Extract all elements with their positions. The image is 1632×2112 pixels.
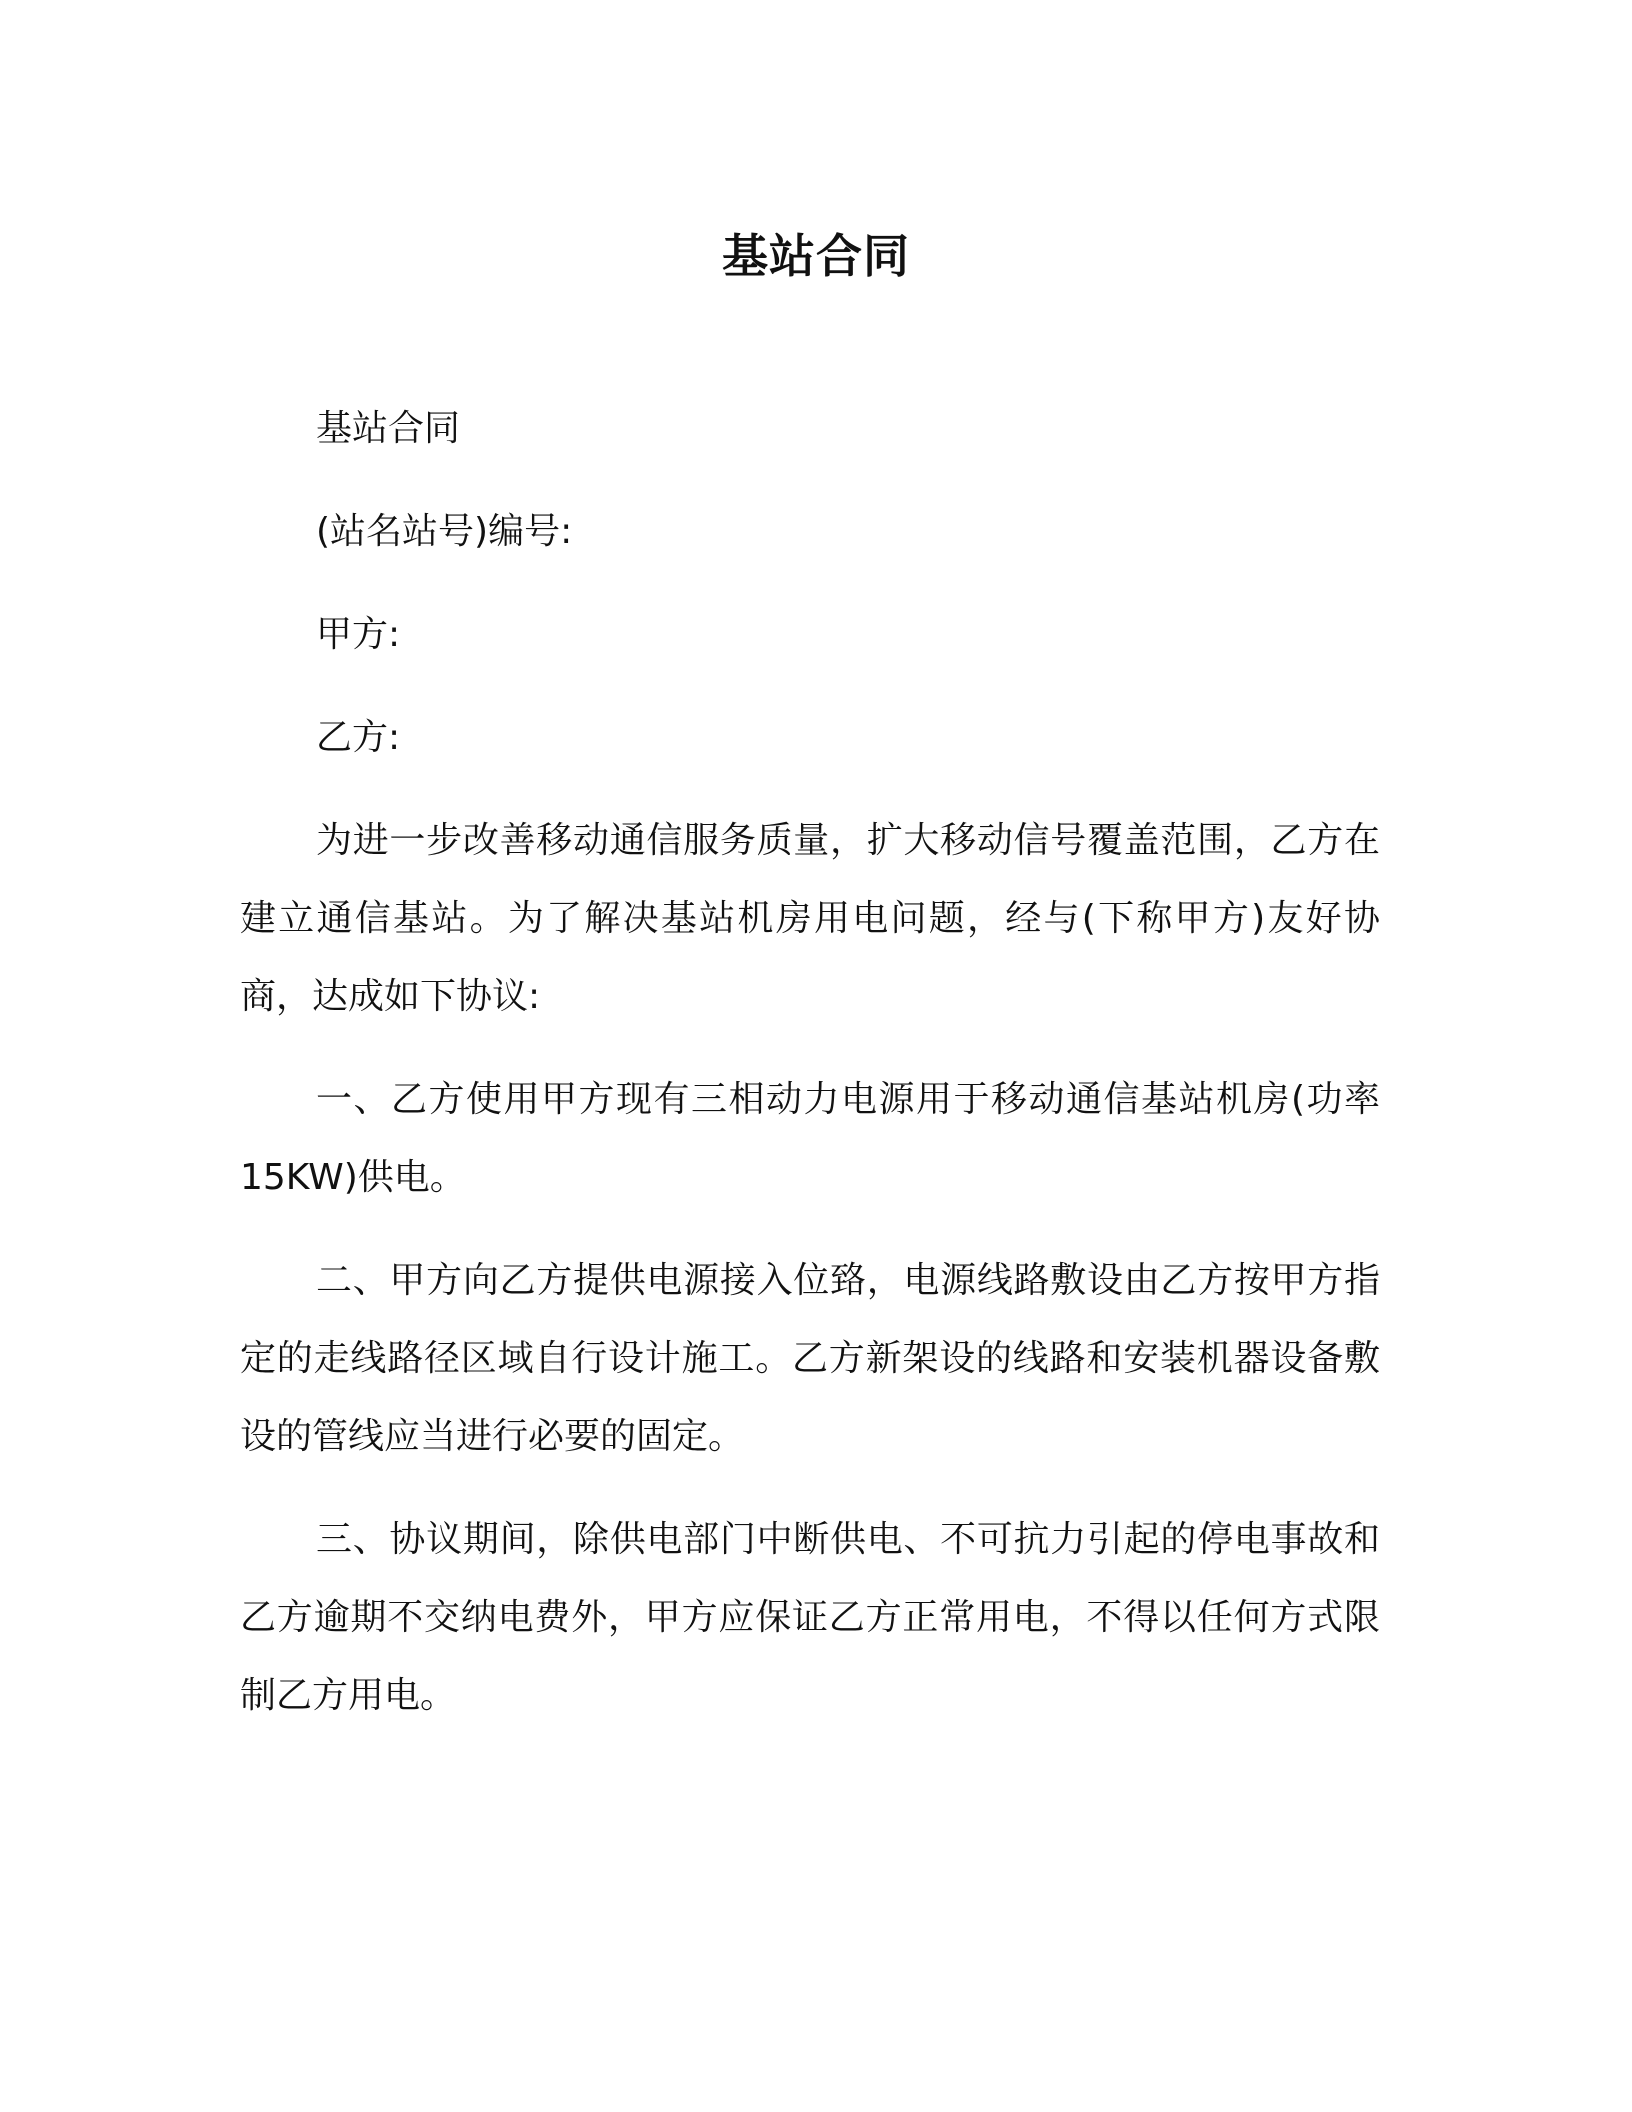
paragraph-clause-1: 一、乙方使用甲方现有三相动力电源用于移动通信基站机房(功率15KW)供电。: [240, 1079, 1380, 1198]
document-body: [240, 390, 1380, 1760]
document-title: 基站合同: [722, 229, 910, 283]
party-b-line: 乙方:: [316, 717, 401, 758]
paragraph-clause-3: 三、协议期间，除供电部门中断供电、不可抗力引起的停电事故和乙方逾期不交纳电费外，甲方应保证乙方正常用电，不得以任何方式限制乙方用电。: [240, 1519, 1380, 1716]
station-number-line: (站名站号)编号:: [316, 511, 573, 552]
party-a-line: 甲方:: [316, 614, 401, 655]
paragraph-clause-2: 二、甲方向乙方提供电源接入位臵，电源线路敷设由乙方按甲方指定的走线路径区域自行设计施工。乙方新架设的线路和安装机器设备敷设的管线应当进行必要的固定。: [240, 1260, 1380, 1457]
subtitle-line: 基站合同: [316, 408, 461, 449]
paragraph-intro: 为进一步改善移动通信服务质量，扩大移动信号覆盖范围，乙方在建立通信基站。为了解决基站机房用电问题，经与(下称甲方)友好协商，达成如下协议:: [240, 820, 1380, 1017]
